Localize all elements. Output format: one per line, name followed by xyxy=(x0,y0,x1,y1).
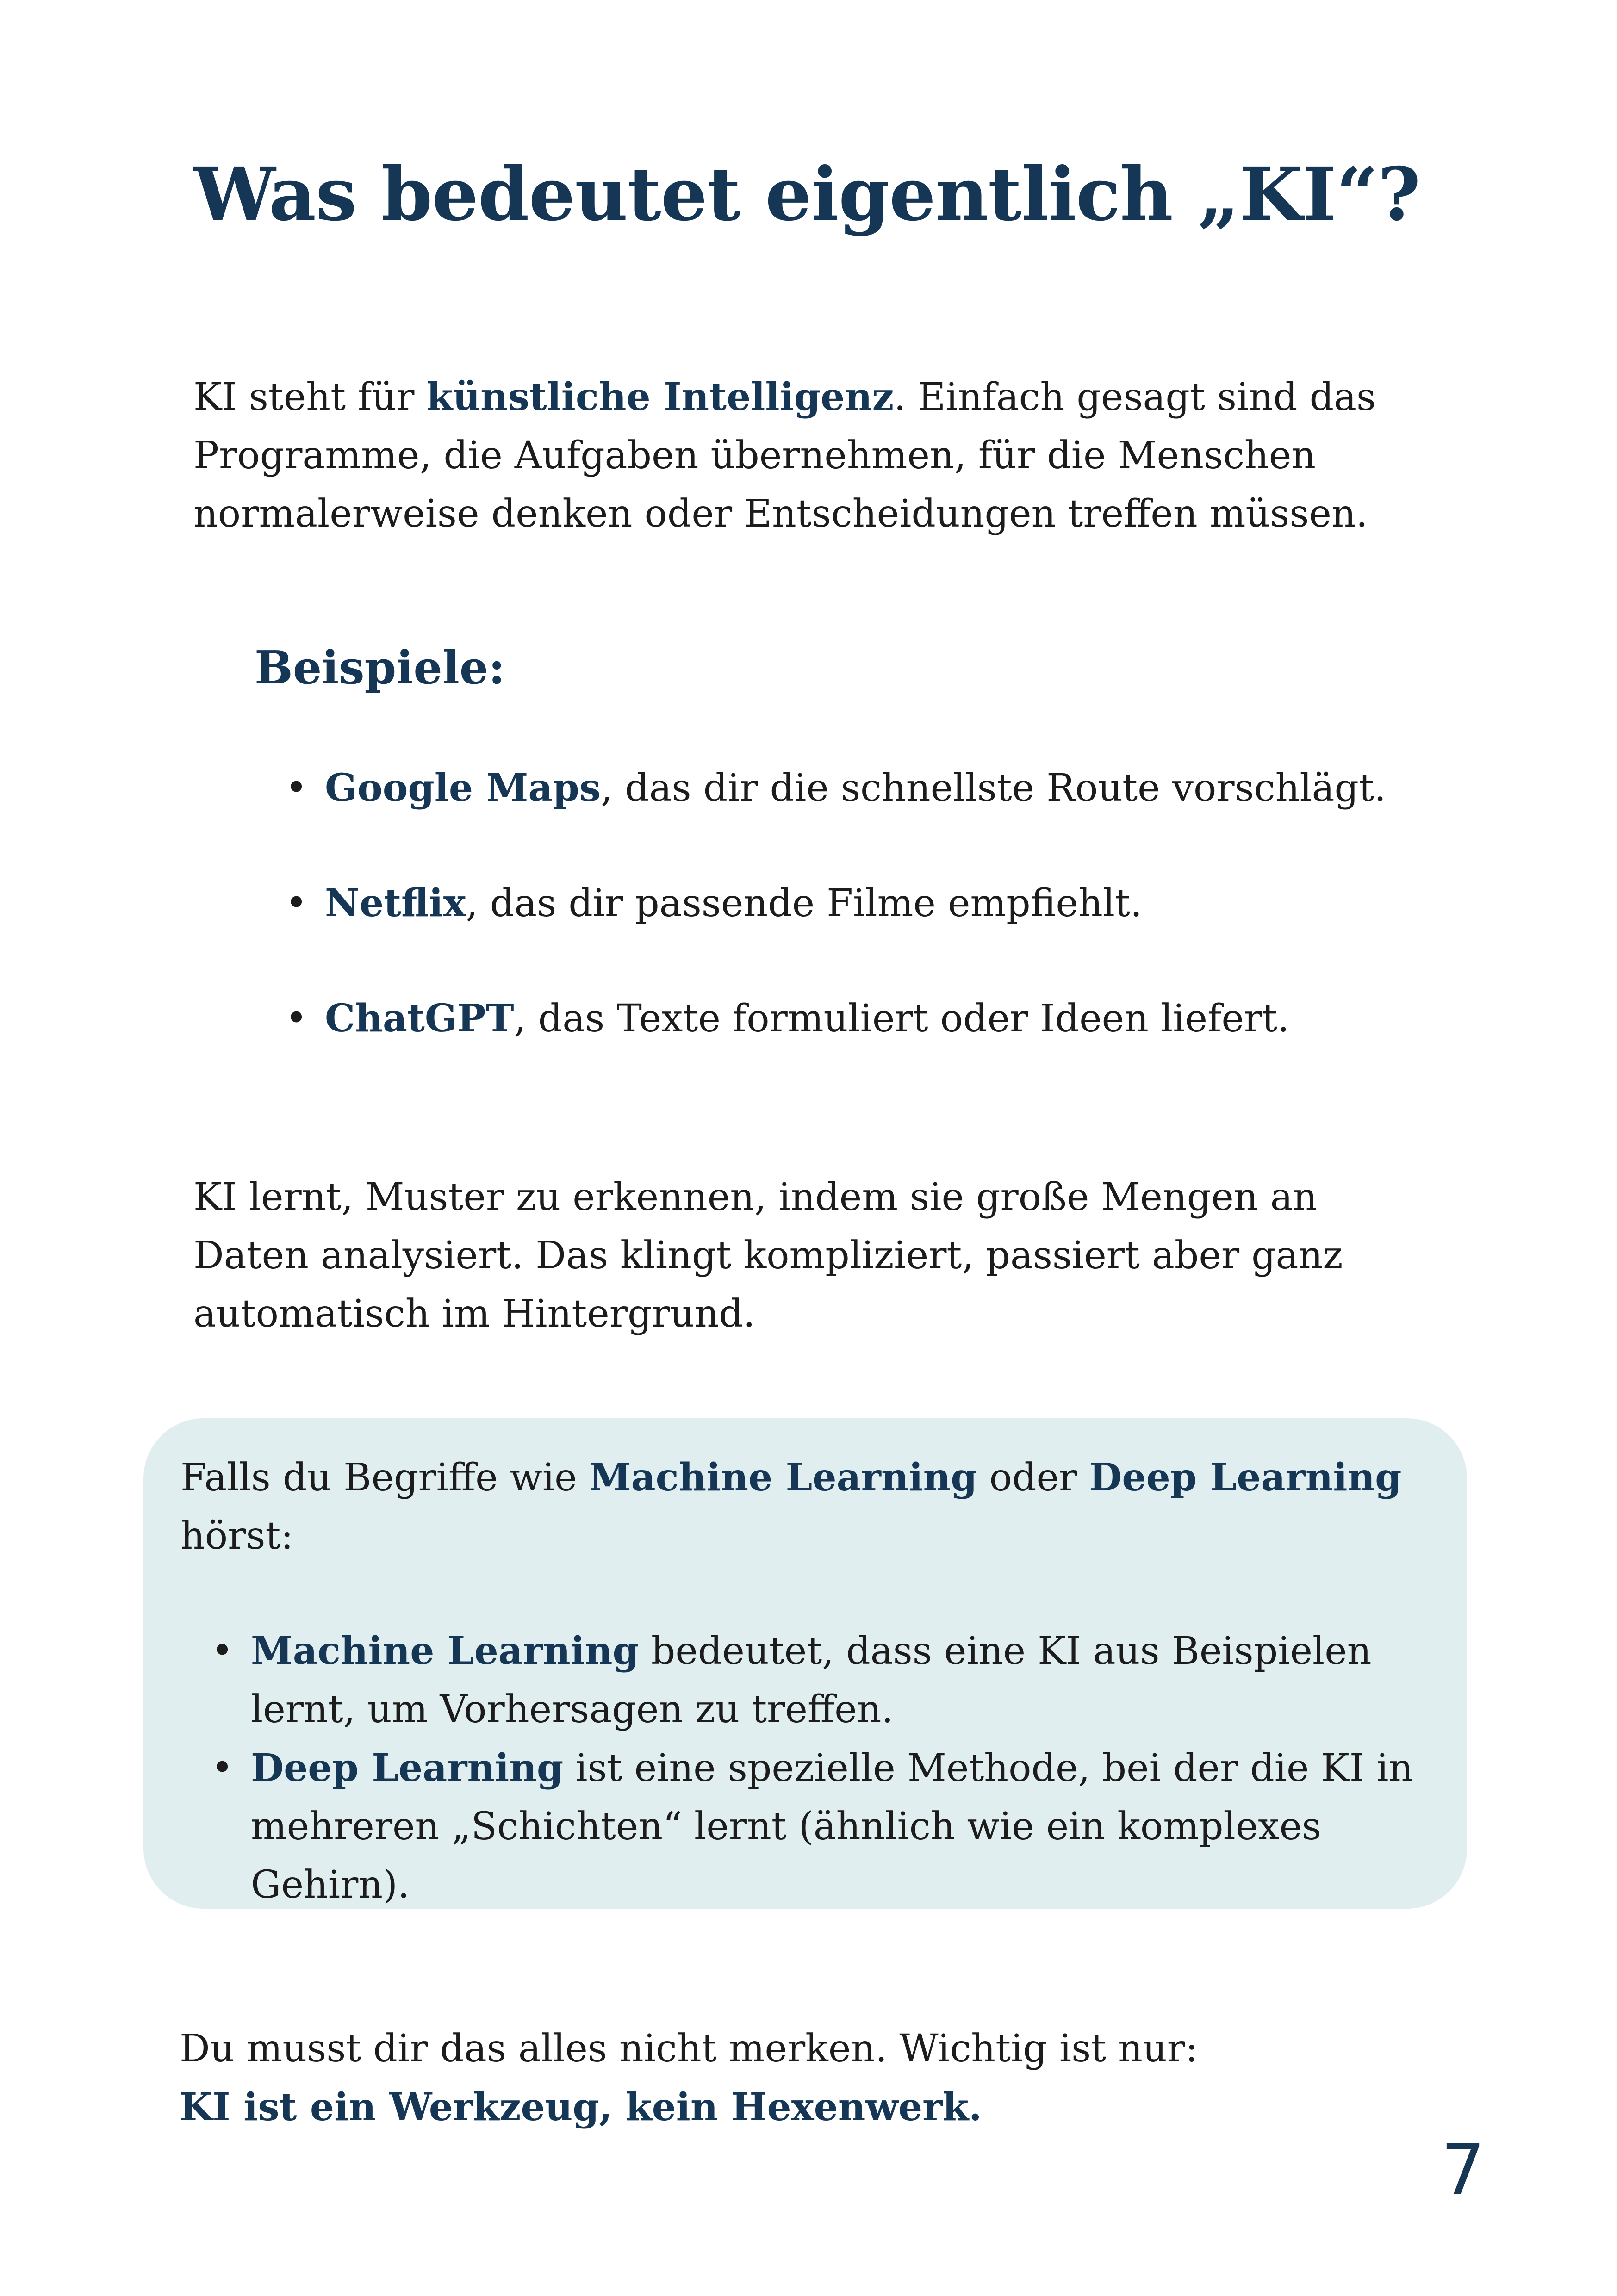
examples-heading: Beispiele: xyxy=(255,641,505,695)
list-item xyxy=(278,874,1386,933)
callout-term-deep-learning: Deep Learning xyxy=(1089,1455,1402,1500)
list-item xyxy=(278,759,1386,818)
closing-emphasis: KI ist ein Werkzeug, kein Hexenwerk. xyxy=(180,2085,982,2129)
example-text: , das Texte formuliert oder Ideen liefert. xyxy=(514,997,1290,1041)
callout-item-term: Deep Learning xyxy=(251,1746,564,1790)
page-title: Was bedeutet eigentlich „KI“? xyxy=(193,152,1420,237)
bullet-icon: • xyxy=(285,766,308,810)
callout-intro-suffix: hörst: xyxy=(180,1514,294,1558)
callout-term-machine-learning: Machine Learning xyxy=(589,1455,977,1500)
page-number: 7 xyxy=(1441,2130,1485,2210)
example-text: , das dir die schnellste Route vorschlägt. xyxy=(601,766,1387,810)
list-item xyxy=(278,989,1386,1048)
closing-paragraph xyxy=(180,2020,1475,2136)
callout-item-term: Machine Learning xyxy=(251,1629,639,1673)
intro-prefix: KI steht für xyxy=(193,375,427,419)
list-item xyxy=(204,1739,1430,1914)
example-text: , das dir passende Filme empfiehlt. xyxy=(466,881,1143,925)
bullet-icon: • xyxy=(285,996,308,1040)
callout-item-text: ist eine spezielle Methode, bei der die KI in mehreren „Schichten“ lernt (ähnlich wie ein komplexes Gehirn). xyxy=(251,1746,1413,1907)
bullet-icon: • xyxy=(211,1629,234,1673)
bullet-icon: • xyxy=(211,1746,234,1790)
callout-intro xyxy=(180,1448,1430,1565)
callout-intro-middle: oder xyxy=(977,1456,1089,1500)
learning-paragraph: KI lernt, Muster zu erkennen, indem sie große Mengen an Daten analysiert. Das klingt kompliziert, passiert aber ganz automatisch im Hintergrund. xyxy=(193,1175,1343,1336)
callout-intro-prefix: Falls du Begriffe wie xyxy=(180,1456,589,1500)
bullet-icon: • xyxy=(285,881,308,925)
callout-item-text: bedeutet, dass eine KI aus Beispielen lernt, um Vorhersagen zu treffen. xyxy=(251,1629,1372,1731)
intro-paragraph xyxy=(193,368,1443,543)
example-name: ChatGPT xyxy=(325,996,514,1041)
list-item xyxy=(204,1622,1430,1739)
examples-list xyxy=(278,759,1386,1048)
example-name: Google Maps xyxy=(325,766,601,810)
callout-list xyxy=(204,1622,1430,1914)
closing-line: Du musst dir das alles nicht merken. Wichtig ist nur: xyxy=(180,2027,1198,2071)
intro-suffix: . Einfach gesagt sind das Programme, die Aufgaben übernehmen, für die Menschen normalerweise denken oder Entscheidungen treffen müssen. xyxy=(193,375,1376,536)
intro-highlight: künstliche Intelligenz xyxy=(426,375,894,419)
example-name: Netflix xyxy=(325,881,466,925)
info-callout-box xyxy=(143,1418,1467,1909)
